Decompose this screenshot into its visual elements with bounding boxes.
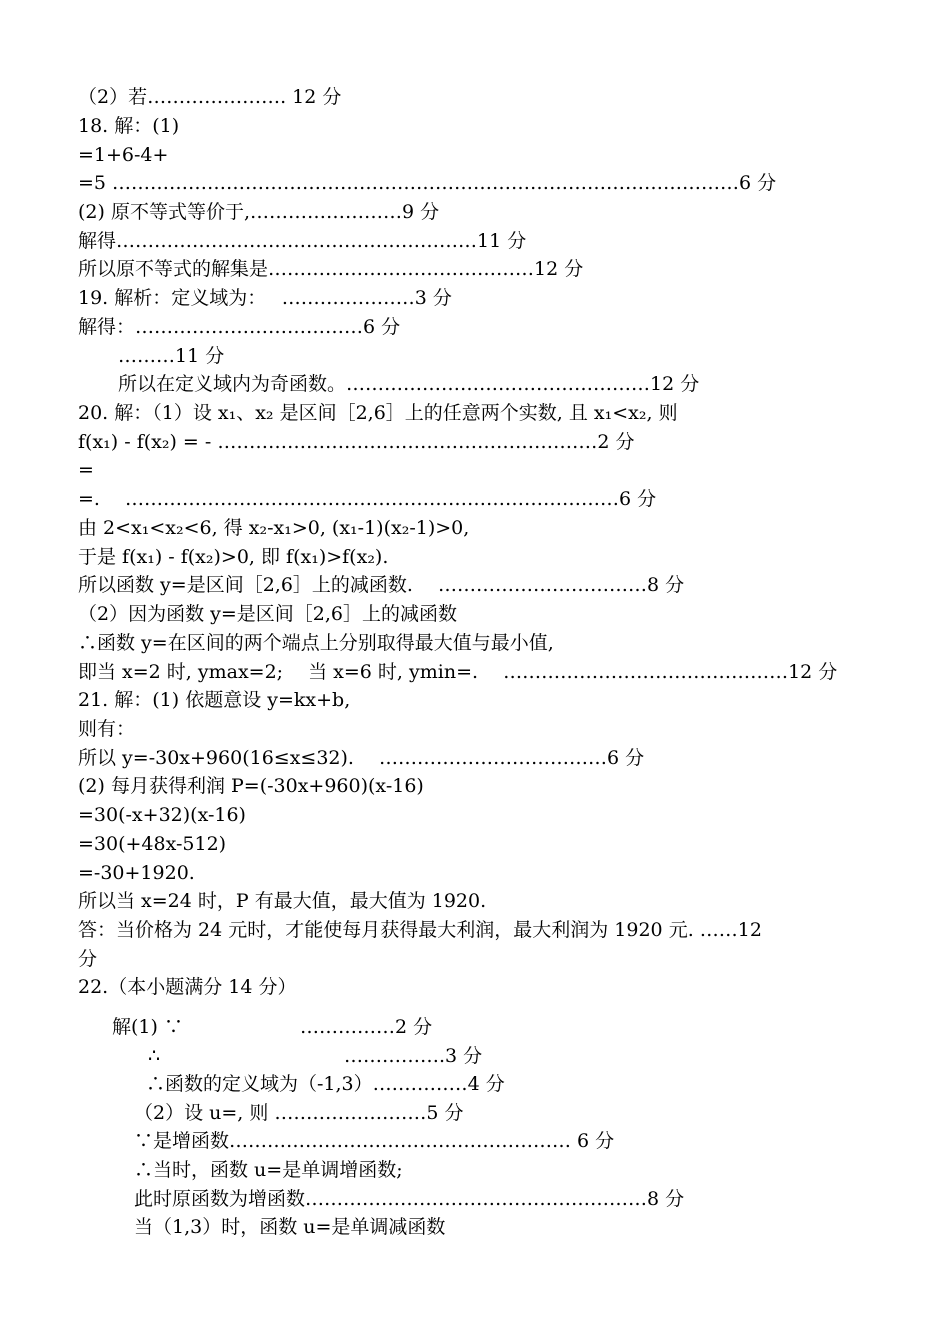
text-line: 所以函数 y=是区间［2,6］上的减函数. ……………………………8 分 xyxy=(78,574,685,596)
text-line: 解得：………………………………6 分 xyxy=(78,316,401,338)
text-line: 22.（本小题满分 14 分） xyxy=(78,976,297,998)
text-line: =30(+48x-512) xyxy=(78,833,227,855)
text-line: 由 2<x₁<x₂<6, 得 x₂-x₁>0, (x₁-1)(x₂-1)>0, xyxy=(78,517,470,539)
text-line: 21. 解：(1) 依题意设 y=kx+b, xyxy=(78,689,351,711)
text-line: 解(1) ∵ xyxy=(112,1016,183,1038)
text-line: 20. 解：（1）设 x₁、x₂ 是区间［2,6］上的任意两个实数, 且 x₁<x₂, 则 xyxy=(78,402,678,424)
text-line: 19. 解析：定义域为： …………………3 分 xyxy=(78,287,452,309)
text-line: 于是 f(x₁) - f(x₂)>0, 即 f(x₁)>f(x₂). xyxy=(78,546,389,568)
text-line: =-30+1920. xyxy=(78,862,195,884)
text-line: ∴函数 y=在区间的两个端点上分别取得最大值与最小值, xyxy=(78,632,554,654)
text-line: ……………2 分 xyxy=(300,1016,433,1038)
text-line: 18. 解：(1) xyxy=(78,115,180,137)
text-line: ∴当时，函数 u=是单调增函数; xyxy=(134,1159,403,1181)
text-line: (2) 原不等式等价于,……………………9 分 xyxy=(78,201,440,223)
text-line: 所以在定义域内为奇函数。…………………………………………12 分 xyxy=(118,373,700,395)
text-line: =30(-x+32)(x-16) xyxy=(78,804,246,826)
text-line: 此时原函数为增函数………………………………………………8 分 xyxy=(134,1188,685,1210)
text-line: …………….3 分 xyxy=(344,1045,483,1067)
text-line: 所以当 x=24 时，P 有最大值，最大值为 1920. xyxy=(78,890,487,912)
text-line: 当（1,3）时，函数 u=是单调减函数 xyxy=(134,1216,446,1238)
text-line: 所以原不等式的解集是……………………………………12 分 xyxy=(78,258,584,280)
text-line: ∴ xyxy=(148,1045,161,1067)
text-line: 则有： xyxy=(78,718,136,740)
text-line: 所以 y=-30x+960(16≤x≤32). ………………………………6 分 xyxy=(78,747,645,769)
text-line: 解得…………………………………………………11 分 xyxy=(78,230,527,252)
text-line: f(x₁) - f(x₂) = - ……………………………………………………2 分 xyxy=(78,431,635,453)
text-line: = xyxy=(78,459,94,481)
text-line: 即当 x=2 时, ymax=2; 当 x=6 时, ymin=. ………………………………………12 分 xyxy=(78,661,838,683)
text-line: 答：当价格为 24 元时，才能使每月获得最大利润，最大利润为 1920 元. ……12 xyxy=(78,919,762,941)
text-line: （2）因为函数 y=是区间［2,6］上的减函数 xyxy=(78,603,457,625)
text-line: =5 ………………………………………………………………………………………6 分 xyxy=(78,172,777,194)
text-line: =. ……………………………………………………………………6 分 xyxy=(78,488,657,510)
text-line: ∵是增函数……………………………………………… 6 分 xyxy=(134,1130,615,1152)
text-line: =1+6-4+ xyxy=(78,144,169,166)
text-line: (2) 每月获得利润 P=(-30x+960)(x-16) xyxy=(78,775,424,797)
text-line: ………11 分 xyxy=(118,345,225,367)
text-line: （2）若…………………. 12 分 xyxy=(78,86,342,108)
text-line: 分 xyxy=(78,948,98,970)
text-line: ∴函数的定义域为（-1,3）……………4 分 xyxy=(146,1073,505,1095)
text-line: （2）设 u=, 则 ……………………5 分 xyxy=(134,1102,464,1124)
